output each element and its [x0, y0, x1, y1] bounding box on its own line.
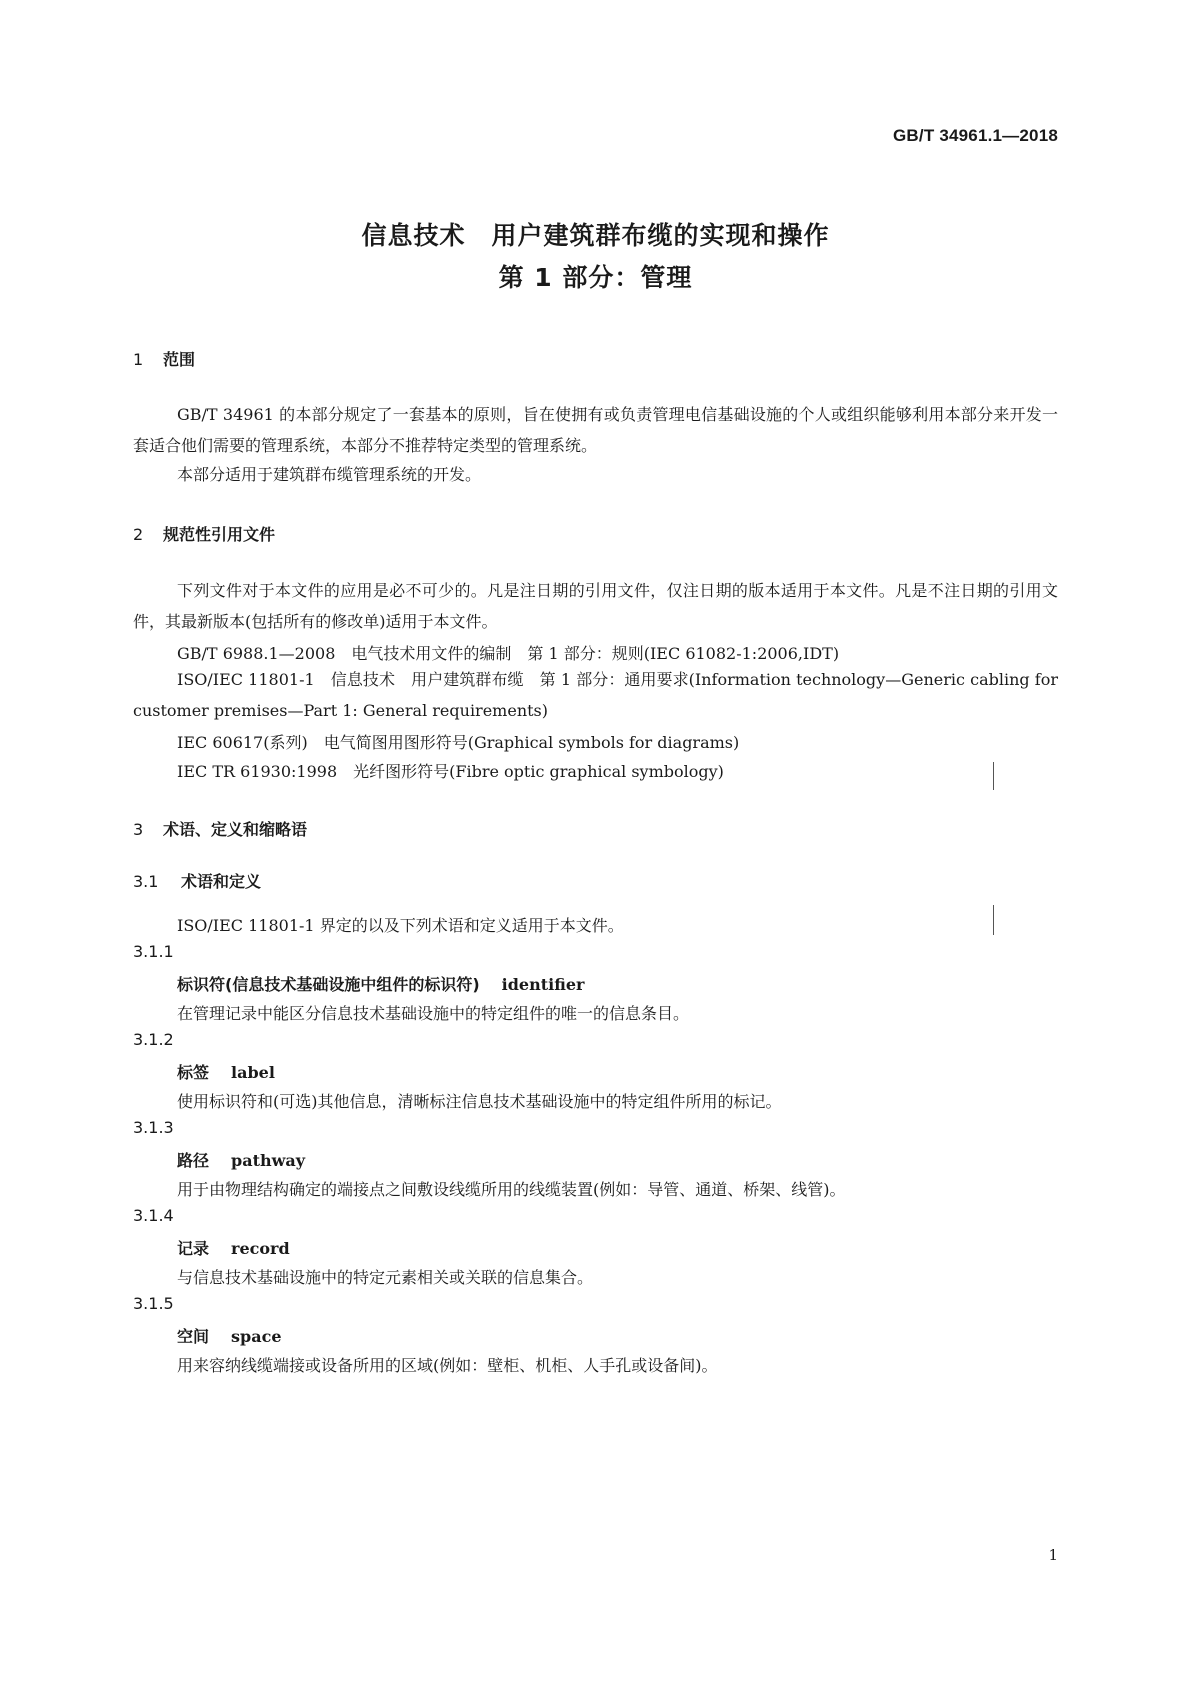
term-number: 3.1.5 [133, 1294, 174, 1313]
term-en: record [231, 1239, 290, 1258]
term-entry [177, 1148, 305, 1171]
term-definition: 在管理记录中能区分信息技术基础设施中的特定组件的唯一的信息条目。 [177, 1004, 690, 1023]
standard-number: GB/T 34961.1—2018 [893, 126, 1058, 145]
term-entry [177, 1236, 290, 1259]
term-definition: 用来容纳线缆端接或设备所用的区域(例如：壁柜、机柜、人手孔或设备间)。 [177, 1356, 718, 1375]
term-en: identifier [501, 975, 585, 994]
term-number: 3.1.4 [133, 1206, 174, 1225]
paragraph: 下列文件对于本文件的应用是必不可少的。凡是注日期的引用文件，仅注日期的版本适用于本文件。凡是不注日期的引用文件，其最新版本(包括所有的修改单)适用于本文件。 [133, 581, 1058, 631]
reference-item: ISO/IEC 11801-1 信息技术 用户建筑群布缆 第 1 部分：通用要求(Information technology—Generic cabling for customer premises—Part 1: General requirements) [133, 670, 1058, 720]
term-zh: 路径 [177, 1151, 210, 1170]
term-definition: 使用标识符和(可选)其他信息，清晰标注信息技术基础设施中的特定组件所用的标记。 [177, 1092, 782, 1111]
document-title: 信息技术 用户建筑群布缆的实现和操作 [361, 221, 830, 250]
term-en: pathway [231, 1151, 306, 1170]
term-en: space [231, 1327, 282, 1346]
term-definition: 与信息技术基础设施中的特定元素相关或关联的信息集合。 [177, 1268, 594, 1287]
section-number: 1 [133, 350, 144, 369]
section-title: 术语、定义和缩略语 [163, 820, 308, 839]
term-zh: 空间 [177, 1327, 210, 1346]
term-entry [177, 1324, 282, 1347]
paragraph: 本部分适用于建筑群布缆管理系统的开发。 [177, 465, 482, 484]
term-entry [177, 972, 584, 995]
section-number: 2 [133, 525, 144, 544]
reference-item: GB/T 6988.1—2008 电气技术用文件的编制 第 1 部分：规则(IEC 61082-1:2006,IDT) [177, 644, 840, 663]
term-zh: 记录 [177, 1239, 210, 1258]
reference-item: IEC TR 61930:1998 光纤图形符号(Fibre optic graphical symbology) [177, 762, 724, 781]
subsection-title: 术语和定义 [181, 872, 262, 891]
term-entry [177, 1060, 275, 1083]
section-title: 规范性引用文件 [163, 525, 276, 544]
paragraph: GB/T 34961 的本部分规定了一套基本的原则，旨在使拥有或负责管理电信基础设施的个人或组织能够利用本部分来开发一套适合他们需要的管理系统，本部分不推荐特定类型的管理系统。 [133, 405, 1058, 455]
paragraph: ISO/IEC 11801-1 界定的以及下列术语和定义适用于本文件。 [177, 916, 624, 935]
term-definition: 用于由物理结构确定的端接点之间敷设线缆所用的线缆装置(例如：导管、通道、桥架、线管)。 [177, 1180, 846, 1199]
change-bar [993, 905, 994, 935]
section-number: 3 [133, 820, 144, 839]
term-number: 3.1.3 [133, 1118, 174, 1137]
section-title: 范围 [163, 350, 196, 369]
section-heading-2 [133, 522, 275, 545]
document-subtitle: 第 1 部分：管理 [498, 263, 693, 292]
page-number: 1 [1048, 1546, 1058, 1564]
subsection-heading-3-1 [133, 869, 261, 892]
section-heading-1 [133, 347, 195, 370]
term-zh: 标签 [177, 1063, 210, 1082]
subsection-number: 3.1 [133, 872, 159, 891]
term-en: label [231, 1063, 275, 1082]
term-zh: 标识符(信息技术基础设施中组件的标识符) [177, 975, 480, 994]
section-heading-3 [133, 817, 307, 840]
term-number: 3.1.1 [133, 942, 174, 961]
change-bar [993, 762, 994, 790]
reference-item: IEC 60617(系列) 电气简图用图形符号(Graphical symbols for diagrams) [177, 733, 740, 752]
term-number: 3.1.2 [133, 1030, 174, 1049]
